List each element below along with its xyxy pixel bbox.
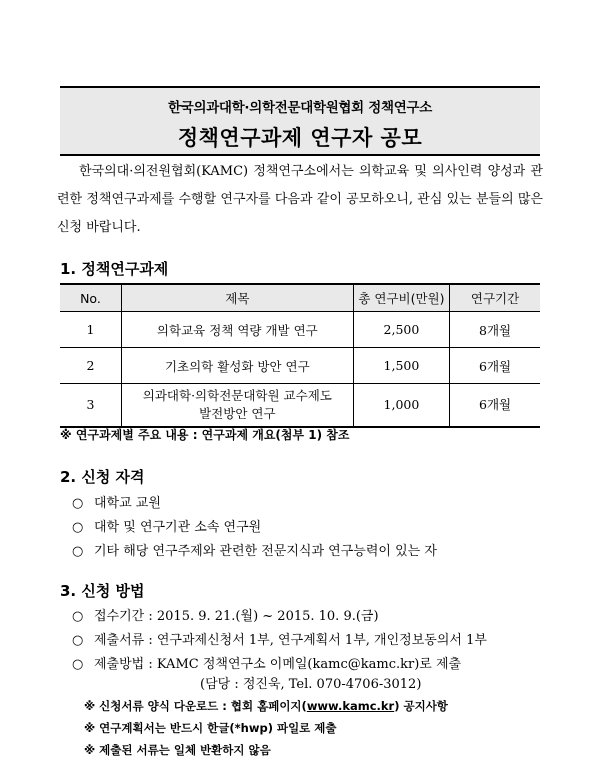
no-return-note: ※ 제출된 서류는 일체 반환하지 않음 xyxy=(84,743,271,757)
homepage-link[interactable]: www.kamc.kr xyxy=(306,699,395,713)
row-no: 1 xyxy=(60,312,121,348)
row-no: 3 xyxy=(60,384,121,428)
row-title xyxy=(121,384,353,428)
bullet-icon: ○ xyxy=(72,544,84,559)
row-period: 6개월 xyxy=(450,384,540,428)
table-row xyxy=(60,384,540,428)
tasks-table xyxy=(60,283,540,428)
header-box xyxy=(60,86,540,156)
table-row xyxy=(60,348,540,384)
row-budget: 2,500 xyxy=(353,312,449,348)
download-note-prefix: ※ 신청서류 양식 다운로드 : 협회 홈페이지( xyxy=(84,699,307,713)
table-header-row xyxy=(60,284,540,312)
list-item-text: 접수기간 : 2015. 9. 21.(월) ~ 2015. 10. 9.(금) xyxy=(94,609,379,624)
intro-text: 한국의대·의전원협회(KAMC) 정책연구소에서는 의학교육 및 의사인력 양성과 관련한 정책연구과제를 수행할 연구자를 다음과 같이 공모하오니, 관심 있는 분들의 많은 신청 바랍니다. xyxy=(57,164,543,235)
list-item xyxy=(72,492,161,511)
bullet-icon: ○ xyxy=(72,657,84,672)
row-title-line2: 발전방안 연구 xyxy=(199,406,276,421)
section-heading-method: 3. 신청 방법 xyxy=(60,582,145,600)
table-note: ※ 연구과제별 주요 내용 : 연구과제 개요(첨부 1) 참조 xyxy=(60,428,350,442)
list-item xyxy=(72,540,437,559)
row-budget: 1,000 xyxy=(353,384,449,428)
row-title: 기초의학 활성화 방안 연구 xyxy=(121,348,353,384)
list-item xyxy=(72,629,487,648)
row-budget: 1,500 xyxy=(353,348,449,384)
list-item-text: 제출서류 : 연구과제신청서 1부, 연구계획서 1부, 개인정보동의서 1부 xyxy=(94,633,487,648)
contact-info: (담당 : 정진욱, Tel. 070-4706-3012) xyxy=(200,677,422,692)
row-title: 의학교육 정책 역량 개발 연구 xyxy=(121,312,353,348)
row-period: 8개월 xyxy=(450,312,540,348)
list-item-text: 제출방법 : KAMC 정책연구소 이메일(kamc@kamc.kr)로 제출 xyxy=(94,657,462,672)
list-item xyxy=(72,653,461,672)
column-header-title: 제목 xyxy=(121,284,353,312)
list-item xyxy=(72,605,379,624)
download-note xyxy=(84,698,448,714)
list-item-text: 대학교 교원 xyxy=(94,496,161,511)
row-no: 2 xyxy=(60,348,121,384)
organization-name: 한국의과대학·의학전문대학원협회 정책연구소 xyxy=(167,100,433,116)
row-period: 6개월 xyxy=(450,348,540,384)
section-heading-tasks: 1. 정책연구과제 xyxy=(60,260,169,278)
bullet-icon: ○ xyxy=(72,633,84,648)
bullet-icon: ○ xyxy=(72,520,84,535)
download-note-suffix: ) 공지사항 xyxy=(394,699,448,713)
section-heading-eligibility: 2. 신청 자격 xyxy=(60,468,145,486)
bullet-icon: ○ xyxy=(72,609,84,624)
table-row xyxy=(60,312,540,348)
bullet-icon: ○ xyxy=(72,496,84,511)
column-header-period: 연구기간 xyxy=(450,284,540,312)
list-item xyxy=(72,516,261,535)
hwp-note: ※ 연구계획서는 반드시 한글(*hwp) 파일로 제출 xyxy=(84,721,337,735)
page-title: 정책연구과제 연구자 공모 xyxy=(177,126,423,150)
column-header-budget: 총 연구비(만원) xyxy=(353,284,449,312)
intro-paragraph xyxy=(57,158,543,242)
list-item-text: 기타 해당 연구주제와 관련한 전문지식과 연구능력이 있는 자 xyxy=(94,544,437,559)
list-item-text: 대학 및 연구기관 소속 연구원 xyxy=(94,520,262,535)
column-header-no: No. xyxy=(60,284,121,312)
row-title-line1: 의과대학·의학전문대학원 교수제도 xyxy=(142,388,332,403)
